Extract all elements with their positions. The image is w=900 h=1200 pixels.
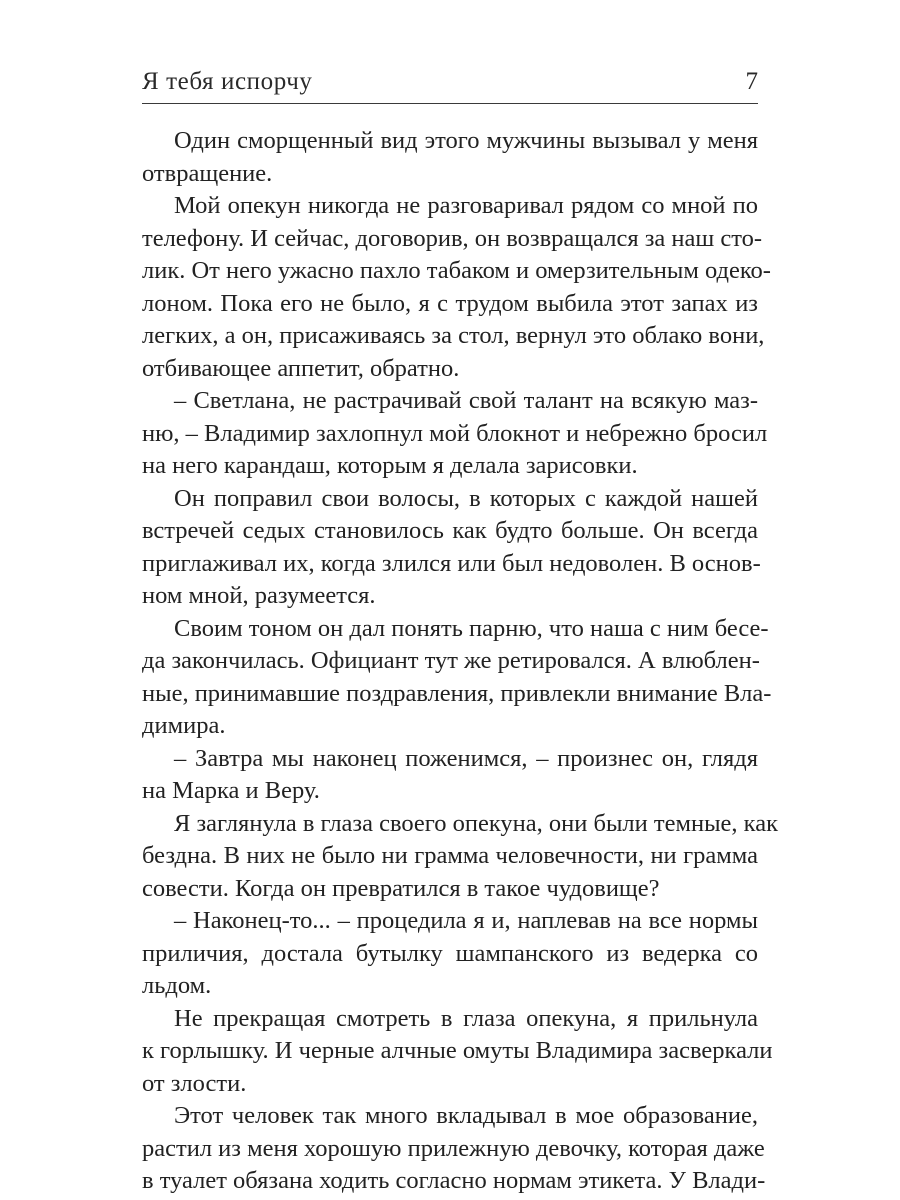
text-line: Не прекращая смотреть в глаза опекуна, я прильнула — [174, 1004, 758, 1032]
text-line: приглаживал их, когда злился или был недоволен. В основ- — [142, 549, 761, 577]
paragraph — [142, 808, 778, 906]
text-line: бездна. В них не было ни грамма человечности, ни грамма — [142, 842, 758, 869]
text-line: от злости. — [142, 1069, 247, 1097]
text-line: растил из меня хорошую прилежную девочку, которая даже — [142, 1134, 765, 1162]
paragraph — [142, 1003, 773, 1101]
text-line: на него карандаш, которым я делала зарисовки. — [142, 452, 638, 479]
text-line: льдом. — [142, 972, 212, 999]
text-line: – Наконец-то... – процедила я и, наплевав на все нормы — [174, 907, 758, 934]
paragraph — [142, 905, 758, 1003]
paragraph — [142, 190, 771, 385]
text-line: встречей седых становилось как будто больше. Он всегда — [142, 517, 758, 544]
header-divider — [142, 103, 758, 104]
paragraph — [142, 125, 758, 190]
text-line: к горлышку. И черные алчные омуты Владимира засверкали — [142, 1037, 773, 1064]
text-line: лоном. Пока его не было, я с трудом выбила этот запах из — [142, 289, 758, 317]
text-line: – Завтра мы наконец поженимся, – произнес он, глядя — [174, 744, 758, 772]
paragraph — [142, 483, 761, 613]
paragraph — [142, 385, 768, 483]
text-line: Своим тоном он дал понять парню, что наша с ним бесе- — [174, 614, 769, 642]
text-line: Один сморщенный вид этого мужчины вызывал у меня — [174, 127, 758, 154]
paragraph — [142, 613, 772, 743]
text-line: Мой опекун никогда не разговаривал рядом со мной по — [174, 192, 758, 219]
text-line: димира. — [142, 712, 226, 739]
text-line: отвращение. — [142, 159, 273, 187]
body-text — [142, 125, 778, 1198]
text-line: ном мной, разумеется. — [142, 582, 376, 609]
text-line: приличия, достала бутылку шампанского из ведерка со — [142, 939, 758, 967]
text-line: Он поправил свои волосы, в которых с каждой нашей — [174, 484, 758, 512]
text-line: да закончилась. Официант тут же ретировался. А влюблен- — [142, 647, 760, 674]
book-title: Я тебя испорчу — [142, 68, 313, 95]
text-line: – Светлана, не растрачивай свой талант на всякую маз- — [174, 387, 758, 414]
paragraph — [142, 743, 758, 808]
text-line: ню, – Владимир захлопнул мой блокнот и небрежно бросил — [142, 419, 768, 447]
text-line: легких, а он, присаживаясь за стол, вернул это облако вони, — [142, 322, 765, 349]
page-number: 7 — [745, 68, 758, 95]
text-line: в туалет обязана ходить согласно нормам этикета. У Влади- — [142, 1167, 766, 1194]
paragraph — [142, 1100, 766, 1198]
text-line: телефону. И сейчас, договорив, он возвращался за наш сто- — [142, 224, 763, 252]
text-line: на Марка и Веру. — [142, 777, 320, 804]
text-line: ные, принимавшие поздравления, привлекли внимание Вла- — [142, 679, 772, 707]
text-line: Этот человек так много вкладывал в мое образование, — [174, 1102, 758, 1129]
text-line: отбивающее аппетит, обратно. — [142, 354, 460, 382]
text-line: Я заглянула в глаза своего опекуна, они были темные, как — [174, 809, 778, 837]
text-line: совести. Когда он превратился в такое чудовище? — [142, 874, 660, 902]
running-head — [142, 60, 758, 100]
text-line: лик. От него ужасно пахло табаком и омерзительным одеко- — [142, 257, 771, 284]
